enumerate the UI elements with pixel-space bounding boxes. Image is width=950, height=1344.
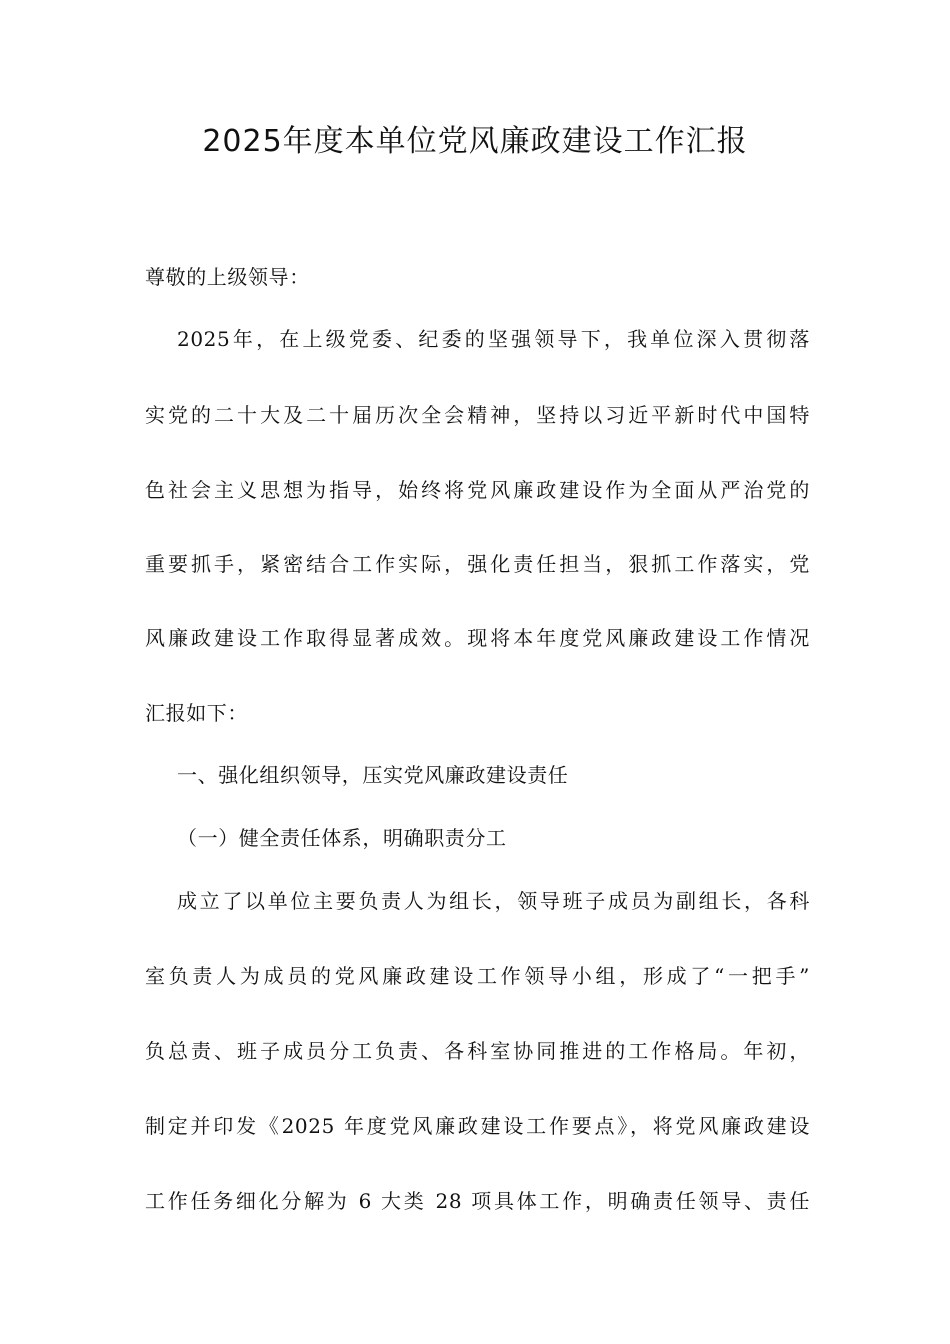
body-line: 工作任务细化分解为 6 大类 28 项具体工作，明确责任领导、责任 bbox=[145, 1189, 810, 1213]
section-heading: 一、强化组织领导，压实党风廉政建设责任 bbox=[177, 763, 569, 787]
intro-line: 风廉政建设工作取得显著成效。现将本年度党风廉政建设工作情况 bbox=[145, 626, 810, 650]
document-title: 2025年度本单位党风廉政建设工作汇报 bbox=[202, 124, 748, 159]
intro-line: 色社会主义思想为指导，始终将党风廉政建设作为全面从严治党的 bbox=[145, 478, 810, 502]
subsection-heading: （一）健全责任体系，明确职责分工 bbox=[177, 826, 507, 850]
body-line: 成立了以单位主要负责人为组长，领导班子成员为副组长，各科 bbox=[177, 889, 810, 913]
intro-line: 汇报如下： bbox=[145, 701, 248, 725]
body-line: 负总责、班子成员分工负责、各科室协同推进的工作格局。年初， bbox=[145, 1039, 810, 1063]
intro-line: 实党的二十大及二十届历次全会精神，坚持以习近平新时代中国特 bbox=[145, 403, 810, 427]
salutation: 尊敬的上级领导： bbox=[145, 265, 310, 289]
intro-line: 重要抓手，紧密结合工作实际，强化责任担当，狠抓工作落实，党 bbox=[145, 552, 810, 576]
body-line: 室负责人为成员的党风廉政建设工作领导小组，形成了“一把手” bbox=[145, 964, 810, 988]
intro-line: 2025年，在上级党委、纪委的坚强领导下，我单位深入贯彻落 bbox=[177, 327, 810, 351]
body-line: 制定并印发《2025 年度党风廉政建设工作要点》，将党风廉政建设 bbox=[145, 1114, 810, 1138]
